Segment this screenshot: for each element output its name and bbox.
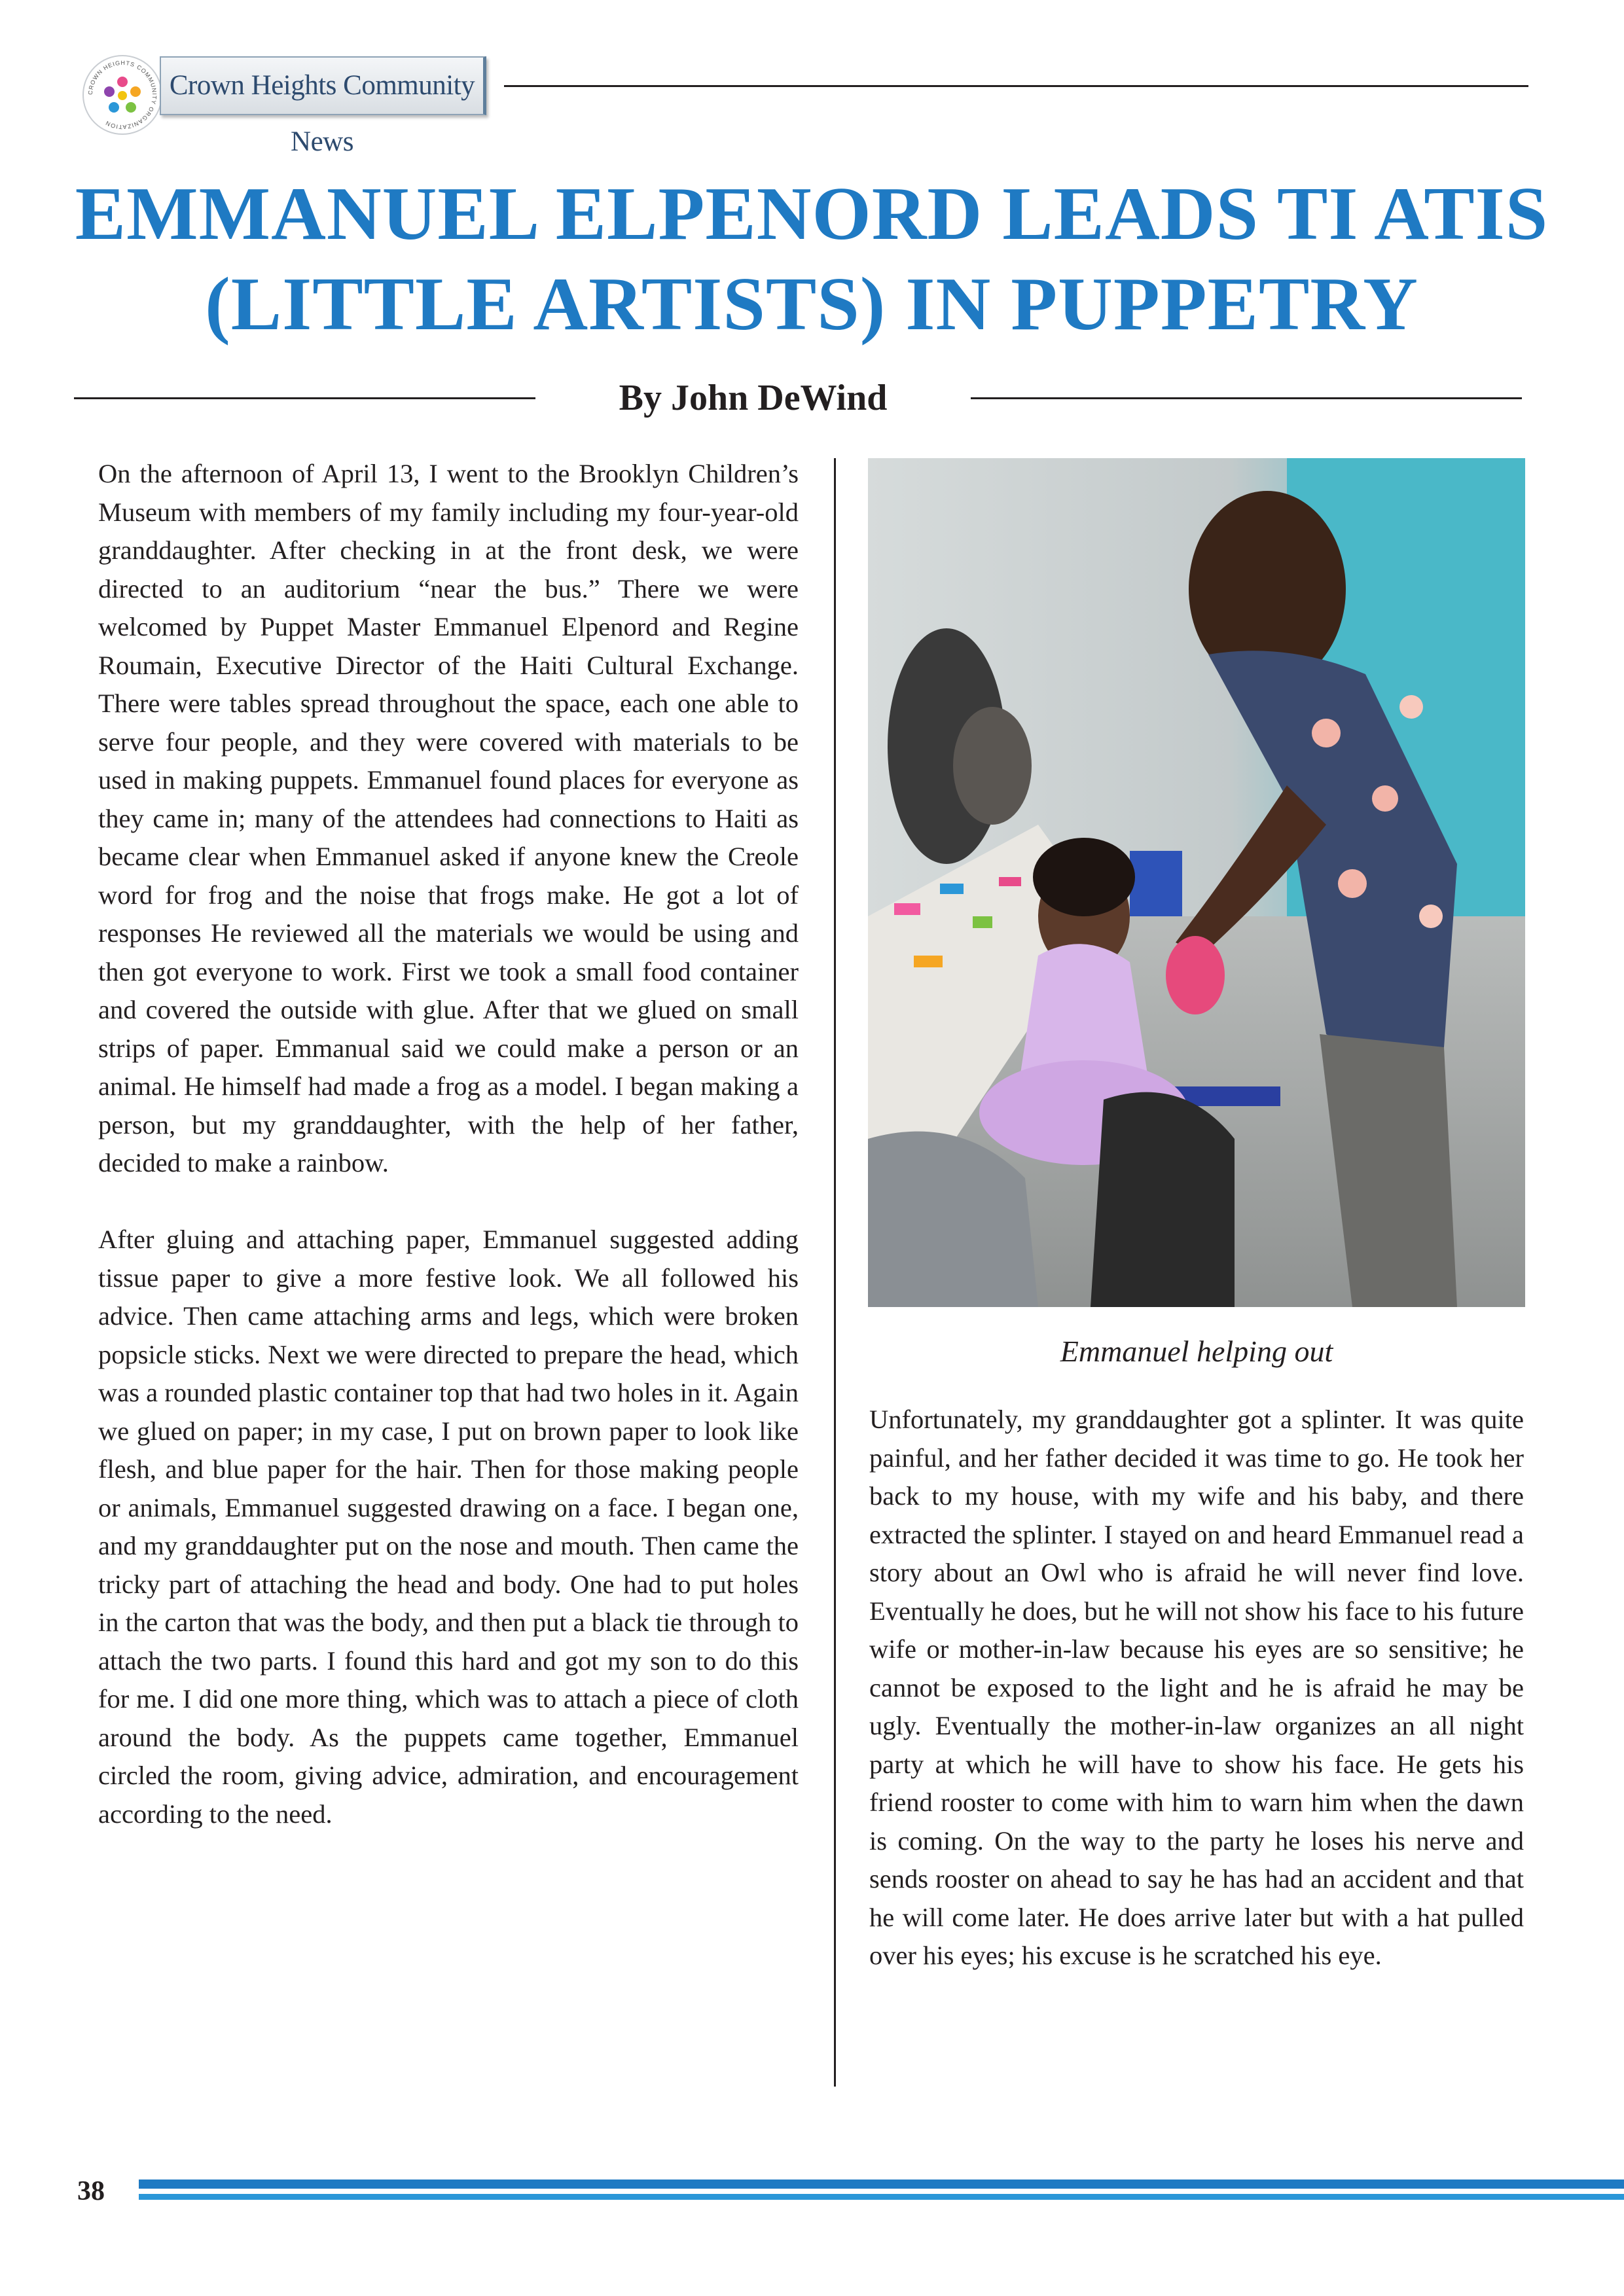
photo-illustration [868,458,1525,1307]
left-column [98,455,799,1833]
community-organization-logo [80,52,165,137]
article-photo [868,458,1525,1307]
byline: By John DeWind [619,378,888,418]
footer-bar [139,2179,1624,2189]
logo-ring-text: CROWN HEIGHTS COMMUNITY ORGANIZATION [86,59,158,131]
paragraph-1: On the afternoon of April 13, I went to the Brooklyn Children’s Museum with members of my family including my four-year-old granddaughter. After checking in at the front desk, we were directed to an auditorium “near the bus.” There we were welcomed by Puppet Master Emmanuel Elpenord and Regine Roumain, Executive Director of the Haiti Cultural Exchange. There were tables spread throughout the space, each one able to serve four people, and they were covered with materials to be used in making puppets. Emmanuel found places for everyone as they came in; many of the attendees had connections to Haiti as became clear when Emmanuel asked if anyone knew the Creole word for frog and the noise that frogs make. He got a lot of responses He reviewed all the materials we would be using and then got everyone to work. First we took a small food container and covered the outside with glue. After that we glued on small strips of paper. Emmanual said we could make a person or an animal. He himself had made a frog as a model. I began making a person, but my granddaughter, with the help of her father, decided to make a rainbow. [98,459,799,1177]
footer-bar-lower [139,2194,1624,2200]
publication-name: Crown Heights Community News [169,70,475,157]
header-rule [504,85,1528,87]
article-title [52,169,1571,350]
right-column [869,1401,1524,1975]
photo-caption: Emmanuel helping out [1060,1335,1333,1368]
column-divider [834,458,836,2087]
paragraph-2: After gluing and attaching paper, Emmanuel suggested adding tissue paper to give a more festive look. We all followed his advice. Then came attaching arms and legs, which were broken popsicle sticks. Next we were directed to prepare the head, which was a rounded plastic container top that had two holes in it. Again we glued on paper; in my case, I put on brown paper to look like flesh, and blue paper for the hair. Then for those making people or animals, Emmanuel suggested drawing on a face. I began one, and my granddaughter put on the nose and mouth. Then came the tricky part of attaching the head and body. One had to put holes in the carton that was the body, and then put a black tie through to attach the two parts. I found this hard and got my son to do this for me. I did one more thing, which was to attach a piece of cloth around the body. As the puppets came together, Emmanuel circled the room, giving advice, admiration, and encouragement according to the need. [98,1225,799,1829]
publication-name-tab [160,56,486,157]
page-number: 38 [77,2176,105,2206]
title-line-1: EMMANUEL ELPENORD LEADS TI ATIS [75,172,1549,256]
byline-rule-right [971,397,1522,399]
byline-rule-left [74,397,535,399]
footer-bar-divider [139,2189,1624,2191]
paragraph-3: Unfortunately, my granddaughter got a splinter. It was quite painful, and her father decided it was time to go. He took her back to my house, with my wife and his baby, and there extracted the splinter. I stayed on and heard Emmanuel read a story about an Owl who is afraid he will never find love. Eventually he does, but he will not show his face to his future wife or mother-in-law because his eyes are so sensitive; he cannot be exposed to the light and he is afraid he may be ugly. Eventually the mother-in-law organizes an all night party at which he will have to show his face. He gets his friend rooster to come with him to warn him when the dawn is coming. On the way to the party he loses his nerve and sends rooster on ahead to say he has had an accident and that he will come later. He does arrive later but with a hat pulled over his eyes; his excuse is he scratched his eye. [869,1405,1524,1970]
title-line-2: (LITTLE ARTISTS) IN PUPPETRY [205,262,1418,346]
